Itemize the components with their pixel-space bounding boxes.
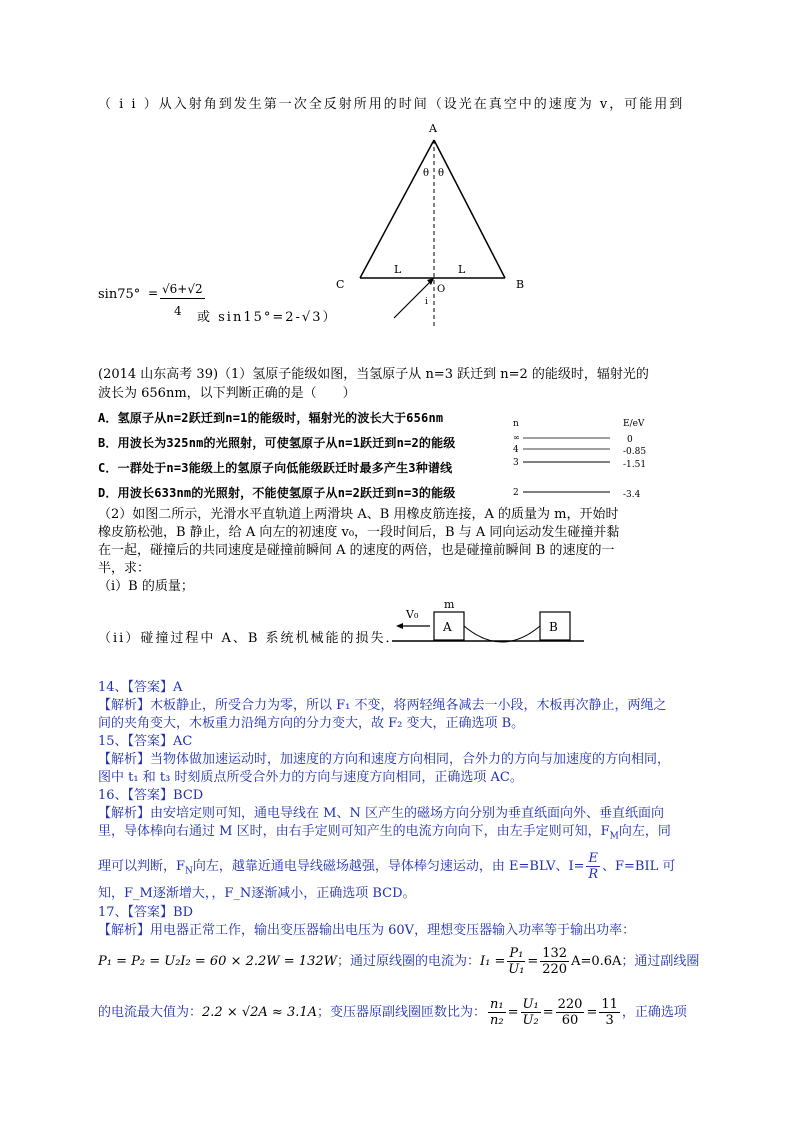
answer-14-line1: 【解析】木板静止，所受合力为零，所以 F₁ 不变，将两轻绳各减去一小段，木板再次静止，两绳之 [98, 698, 667, 713]
q39-line1: (2014 山东高考 39)（1）氢原子能级如图，当氢原子从 n=3 跃迁到 n=2 的能级时，辐射光的 [98, 367, 649, 382]
label-m: m [444, 598, 455, 611]
question-ii-time: （ i i ）从入射角到发生第一次全反射所用的时间（设光在真空中的速度为 v，可能用到 [98, 97, 685, 112]
answer-16-line2-text: 里，导体棒向右通过 M 区时，由右手定则可知产生的电流方向向下，由左手定则可知，F [98, 824, 610, 839]
answer-16-line2-end: 向左，同 [618, 824, 671, 839]
option-c: C．一群处于n=3能级上的氢原子向低能级跃迁时最多产生3种谱线 [98, 461, 453, 475]
label-v0: V₀ [406, 608, 419, 621]
answer-14-head: 14、【答案】A [98, 680, 183, 695]
energy-level-diagram [505, 412, 665, 504]
label-L-left: L [394, 263, 402, 276]
answer-16-line3-c: 、F=BIL 可 [601, 859, 676, 874]
level-e-3: -1.51 [623, 460, 647, 470]
answer-17-frac5-num: 220 [557, 997, 583, 1012]
answer-17-line1: 【解析】用电器正常工作，输出变压器输出电压为 60V，理想变压器输入功率等于输出功率： [98, 923, 636, 938]
answer-17-frac1-num: P₁ [509, 946, 524, 961]
blocks-track-diagram [392, 596, 592, 654]
q2-line3: 在一起，碰撞后的共同速度是碰撞前瞬间 A 的速度的两倍，也是碰撞前瞬间 B 的速度的一 [98, 543, 615, 558]
q39-line2: 波长为 656nm，以下判断正确的是（ ） [98, 386, 356, 401]
label-B: B [516, 278, 525, 291]
answer-17-eq1: P₁ = P₂ = U₂I₂ = 60 × 2.2W = 132W [98, 954, 337, 969]
answer-17-frac4-den: U₂ [522, 1013, 539, 1028]
answer-14-line2: 间的夹角变大，木板重力沿绳方向的分力变大，故 F₂ 变大，正确选项 B。 [98, 716, 525, 731]
q2-line4: 半，求： [98, 561, 151, 576]
answer-16-line2-sub: M [609, 831, 619, 842]
block-b-label: B [549, 620, 558, 634]
energy-e-header: E/eV [623, 419, 645, 429]
answer-17-line3 [98, 995, 687, 1031]
label-L-right: L [458, 263, 466, 276]
sin75-denominator: 4 [174, 304, 182, 318]
answer-16-line3-a: 理可以判断，F [98, 859, 186, 874]
answer-17-frac3-den: n₂ [490, 1013, 504, 1028]
answer-17-frac4-num: U₁ [522, 997, 539, 1012]
answer-17-frac3-num: n₁ [490, 997, 504, 1012]
answer-17-line3c: ，正确选项 [621, 1005, 687, 1020]
answer-17-eq2c: A=0.6A [571, 954, 622, 969]
q2-line2: 橡皮筋松弛，B 静止，给 A 向左的初速度 v₀，一段时间后，B 与 A 同向运动发生碰撞并黏 [98, 525, 620, 540]
sin75-numerator: √6+√2 [160, 280, 205, 299]
answer-15-line1: 【解析】当物体做加速运动时，加速度的方向和速度方向相同，合外力的方向与加速度的方向相同， [98, 752, 671, 767]
energy-n-header: n [513, 419, 519, 429]
answer-17-text1: ；通过原线圈的电流为： [336, 954, 480, 969]
answer-17-frac1-den: U₁ [508, 962, 525, 977]
answer-16-line2 [98, 823, 671, 846]
option-b: B．用波长为325nm的光照射，可使氢原子从n=1跃迁到n=2的能级 [98, 436, 456, 450]
answer-16-fraction [586, 851, 600, 882]
answer-17-frac5 [556, 997, 585, 1028]
label-O: O [437, 284, 446, 295]
label-theta-left: θ [423, 168, 430, 179]
answer-17-line3a: 的电流最大值为： [98, 1005, 203, 1020]
answer-17-frac5-den: 60 [561, 1013, 579, 1028]
q2-line1: （2）如图二所示，光滑水平直轨道上两滑块 A、B 用橡皮筋连接，A 的质量为 m，开始时 [98, 507, 619, 522]
level-n-4: 4 [513, 445, 519, 455]
label-i: i [425, 297, 428, 307]
label-A: A [429, 122, 437, 135]
answer-16-line3-b: 向左，越靠近通电导线磁场越强，导体棒匀速运动，由 E=BLV、I= [192, 859, 585, 874]
answer-17-frac6-num: 11 [601, 997, 618, 1012]
level-e-inf: 0 [627, 435, 633, 445]
answer-16-line4: 知，F_M逐渐增大，，F_N逐渐减小，正确选项 BCD。 [98, 886, 416, 901]
answer-17-eq4c: = [586, 1005, 598, 1020]
answer-17-frac4 [521, 997, 541, 1028]
answer-16-frac-num: E [588, 851, 598, 866]
answer-16-line1: 【解析】由安培定则可知，通电导线在 M、N 区产生的磁场方向分别为垂直纸面向外、垂直纸面向 [98, 806, 664, 821]
answer-17-head: 17、【答案】BD [98, 905, 194, 920]
answer-17-line3b: ；变压器原副线圈匝数比为： [317, 1005, 487, 1020]
answer-17-frac3 [488, 997, 506, 1028]
q2-part-i: （i）B 的质量； [98, 579, 194, 594]
sin75-label: sin75° [98, 287, 141, 302]
level-e-2: -3.4 [623, 490, 641, 500]
answer-16-head: 16、【答案】BCD [98, 788, 204, 803]
answer-15-head: 15、【答案】AC [98, 734, 193, 749]
answer-17-frac2-num: 132 [542, 946, 568, 961]
sin75-equals: = [148, 286, 159, 300]
answer-15-line2: 图中 t₁ 和 t₃ 时刻质点所受合外力的方向与速度方向相同，正确选项 AC。 [98, 770, 523, 785]
answer-17-line2 [98, 944, 699, 980]
answer-17-eq4a: = [507, 1005, 519, 1020]
answer-17-eq2b: = [527, 954, 539, 969]
answer-17-frac6 [599, 997, 620, 1028]
answer-17-frac2 [540, 946, 569, 977]
answer-17-text2: ；通过副线圈 [621, 954, 700, 969]
block-a-label: A [443, 620, 452, 634]
answer-17-frac2-den: 220 [542, 962, 568, 977]
answer-17-eq4b: = [542, 1005, 554, 1020]
label-theta-right: θ [438, 168, 445, 179]
sin15-text: 或 sin15°=2-√3） [197, 310, 338, 325]
answer-17-frac6-den: 3 [605, 1013, 614, 1028]
option-a: A．氢原子从n=2跃迁到n=1的能级时，辐射光的波长大于656nm [98, 411, 444, 425]
label-C: C [336, 278, 345, 291]
q2-part-ii: （ii）碰撞过程中 A、B 系统机械能的损失． [98, 631, 401, 646]
level-e-4: -0.85 [623, 447, 647, 457]
level-n-3: 3 [513, 458, 519, 468]
answer-16-line3 [98, 850, 675, 889]
answer-16-frac-den: R [588, 867, 599, 882]
answer-17-eq3: 2.2 × √2A ≈ 3.1A [202, 1005, 318, 1020]
level-n-2: 2 [513, 488, 519, 498]
level-n-inf: ∞ [513, 433, 520, 442]
triangle-prism-diagram [330, 118, 540, 330]
answer-16-line3-sub: N [185, 866, 193, 877]
answer-17-eq2a: I₁ = [480, 954, 506, 969]
option-d: D．用波长633nm的光照射，不能使氢原子从n=2跃迁到n=3的能级 [98, 486, 456, 500]
answer-17-frac1 [507, 946, 525, 977]
